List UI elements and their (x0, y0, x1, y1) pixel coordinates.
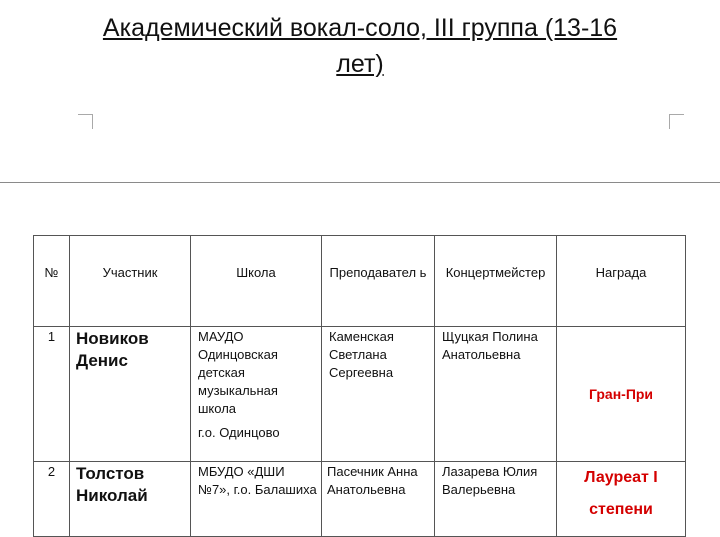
accompanist-name: Щуцкая Полина Анатольевна (435, 327, 557, 462)
header-accompanist: Концертмейстер (435, 236, 557, 327)
teacher-name: Каменская Светлана Сергеевна (322, 327, 435, 462)
row-num: 2 (34, 462, 70, 537)
header-num: № (34, 236, 70, 327)
award-label-line-2: степени (589, 501, 653, 518)
title-line-2: лет) (336, 50, 384, 78)
header-participant: Участник (70, 236, 191, 327)
teacher-name: Пасечник Анна Анатольевна (322, 462, 435, 537)
school-name: МАУДО Одинцовская детская музыкальная школа (198, 329, 278, 416)
title-line-1: Академический вокал-соло, III группа (13-16 (102, 14, 618, 42)
table-row (34, 327, 686, 462)
margin-corner-left (78, 114, 93, 129)
header-teacher: Преподавател ь (322, 236, 435, 327)
table-row (34, 462, 686, 537)
award-label-line-1: Лауреат I (584, 469, 658, 486)
page-break-line (0, 182, 720, 183)
school-name: МБУДО «ДШИ №7», г.о. Балашиха (191, 462, 322, 537)
header-award: Награда (557, 236, 686, 327)
accompanist-name: Лазарева Юлия Валерьевна (435, 462, 557, 537)
results-table (33, 235, 686, 537)
school-cell (191, 327, 322, 462)
row-num: 1 (34, 327, 70, 462)
award-cell (557, 327, 686, 462)
header-school: Школа (191, 236, 322, 327)
award-cell (557, 462, 686, 537)
school-city: г.о. Одинцово (198, 425, 280, 440)
participant-name: Толстов Николай (70, 462, 191, 537)
margin-corner-right (669, 114, 684, 129)
participant-name: Новиков Денис (70, 327, 191, 462)
award-label: Гран-При (588, 386, 654, 402)
page-title (0, 10, 720, 82)
table-header-row (34, 236, 686, 327)
